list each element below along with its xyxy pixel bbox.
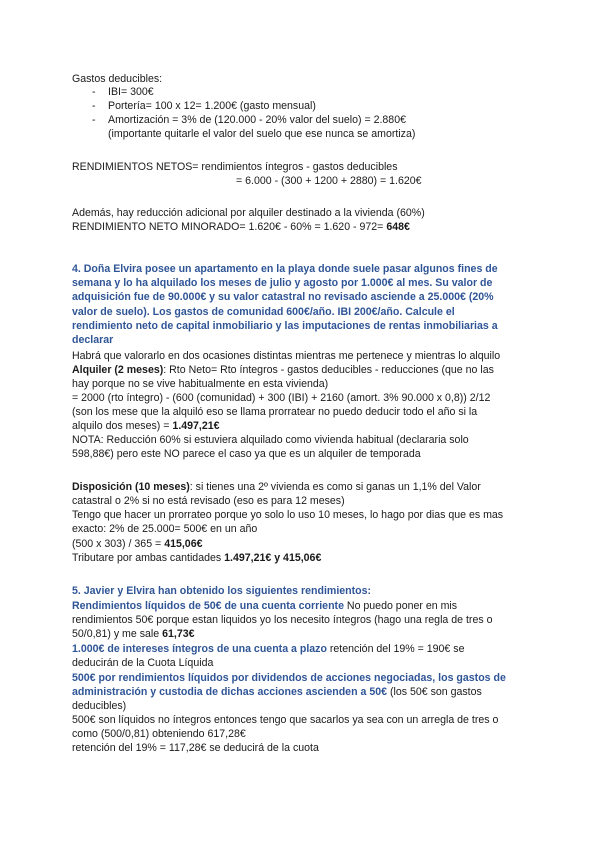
expense-item-ibi: IBI= 300€ xyxy=(108,86,154,98)
yield-1-label: Rendimientos líquidos de 50€ de una cuenta corriente xyxy=(72,600,344,612)
bullet-dash: - xyxy=(92,114,96,126)
exercise-4-title-line: adquisición fue de 90.000€ y su valor catastral no revisado asciende a 25.000€ (20% xyxy=(72,291,494,303)
yield-2-label: 1.000€ de intereses íntegros de una cuenta a plazo xyxy=(72,643,327,655)
yield-3-label: administración y custodia de dichas acciones ascienden a 50€ xyxy=(72,686,387,698)
yield-3-text: retención del 19% = 117,28€ se deducirá de la cuota xyxy=(72,742,319,754)
exercise-4-title-line: declarar xyxy=(72,334,114,346)
rental-result-line: alquilo dos meses) = 1.497,21€ xyxy=(72,420,220,432)
yield-2-text: deducirán de la Cuota Líquida xyxy=(72,657,214,669)
yield-3-label: 500€ por rendimientos líquidos por dividendos de acciones negociadas, los gastos de xyxy=(72,672,506,684)
yield-2-line: 1.000€ de intereses íntegros de una cuenta a plazo retención del 19% = 190€ se xyxy=(72,643,465,655)
reduced-net-yield-result: 648€ xyxy=(386,221,410,233)
yield-1-result: 61,73€ xyxy=(162,628,195,640)
rental-label: Alquiler (2 meses) xyxy=(72,364,164,376)
exercise-5-title: 5. Javier y Elvira han obtenido los siguientes rendimientos: xyxy=(72,585,372,597)
reduced-net-yield: RENDIMIENTO NETO MINORADO= 1.620€ - 60% = 1.620 - 972= 648€ xyxy=(72,221,410,233)
yield-3-text: 500€ son líquidos no íntegros entonces tengo que sacarlos ya sea con un arregla de tres o xyxy=(72,714,499,726)
exercise-4-title-line: semana y lo ha alquilado los meses de julio y agosto por 1.000€ al mes. Su valor de xyxy=(72,277,493,289)
disposal-result: 415,06€ xyxy=(164,538,203,550)
expense-item-amortizacion: Amortización = 3% de (120.000 - 20% valor del suelo) = 2.880€ xyxy=(108,114,406,126)
rental-text: hay porque no se vive habitualmente en esta vivienda) xyxy=(72,378,329,390)
bullet-dash: - xyxy=(92,100,96,112)
tax-summary-result: 1.497,21€ y 415,06€ xyxy=(224,552,322,564)
disposal-text: catastral o 2% si no está revisado (eso es para 12 meses) xyxy=(72,495,345,507)
exercise-4-title-line: valor de suelo). Los gastos de comunidad 600€/año. IBI 200€/año. Calcule el xyxy=(72,306,455,318)
yield-3-text: deducibles) xyxy=(72,700,127,712)
yield-1-line: Rendimientos líquidos de 50€ de una cuenta corriente No puedo poner en mis xyxy=(72,600,458,612)
bullet-dash: - xyxy=(92,86,96,98)
net-yield-formula: RENDIMIENTOS NETOS= rendimientos íntegros - gastos deducibles xyxy=(72,161,398,173)
tax-summary: Tributare por ambas cantidades 1.497,21€ y 415,06€ xyxy=(72,552,322,564)
disposal-text: Tengo que hacer un prorrateo porque yo solo lo uso 10 meses, lo hago por dias que es mas xyxy=(72,509,504,521)
yield-1-text: rendimientos 50€ porque estan liquidos yo los necesito íntegros (hago una regla de tres o xyxy=(72,614,493,626)
disposal-text: exacto: 2% de 25.000= 500€ en un año xyxy=(72,523,258,535)
exercise-4-intro: Habrá que valorarlo en dos ocasiones distintas mientras me pertenece y mientras lo alquilo xyxy=(72,350,501,362)
yield-3-text: como (500/0,81) obteniendo 617,28€ xyxy=(72,728,246,740)
exercise-4-title-line: 4. Doña Elvira posee un apartamento en la playa donde suele pasar algunos fines de xyxy=(72,263,498,275)
rental-text: (son los mese que la alquiló eso se llama prorratear no puedo deducir todo el año si la xyxy=(72,406,478,418)
net-yield-calculation: = 6.000 - (300 + 1200 + 2880) = 1.620€ xyxy=(236,175,422,187)
yield-3-line: administración y custodia de dichas acciones ascienden a 50€ (los 50€ son gastos xyxy=(72,686,482,698)
disposal-formula: Disposición (10 meses): si tienes una 2º vivienda es como si ganas un 1,1% del Valor xyxy=(72,481,481,493)
note-line: NOTA: Reducción 60% si estuviera alquilado como vivienda habitual (declararia solo xyxy=(72,434,469,446)
disposal-calculation: (500 x 303) / 365 = 415,06€ xyxy=(72,538,203,550)
reduction-note: Además, hay reducción adicional por alquiler destinado a la vivienda (60%) xyxy=(72,207,425,219)
note-line: 598,88€) pero este NO parece el caso ya que es un alquiler de temporada xyxy=(72,448,421,460)
expense-item-porteria: Portería= 100 x 12= 1.200€ (gasto mensual) xyxy=(108,100,316,112)
deductible-expenses-heading: Gastos deducibles: xyxy=(72,73,163,85)
yield-1-result-line: 50/0,81) y me sale 61,73€ xyxy=(72,628,195,640)
exercise-4-title-line: rendimiento neto de capital inmobiliario y las imputaciones de rentas inmobiliarias a xyxy=(72,320,498,332)
rental-calculation: = 2000 (rto íntegro) - (600 (comunidad) + 300 (IBI) + 2160 (amort. 3% 90.000 x 0,8)) 2/12 xyxy=(72,392,491,404)
rental-formula: Alquiler (2 meses): Rto Neto= Rto íntegros - gastos deducibles - reducciones (que no las xyxy=(72,364,494,376)
expense-item-note: (importante quitarle el valor del suelo que ese nunca se amortiza) xyxy=(108,128,416,140)
disposal-label: Disposición (10 meses) xyxy=(72,481,190,493)
rental-result: 1.497,21€ xyxy=(172,420,220,432)
